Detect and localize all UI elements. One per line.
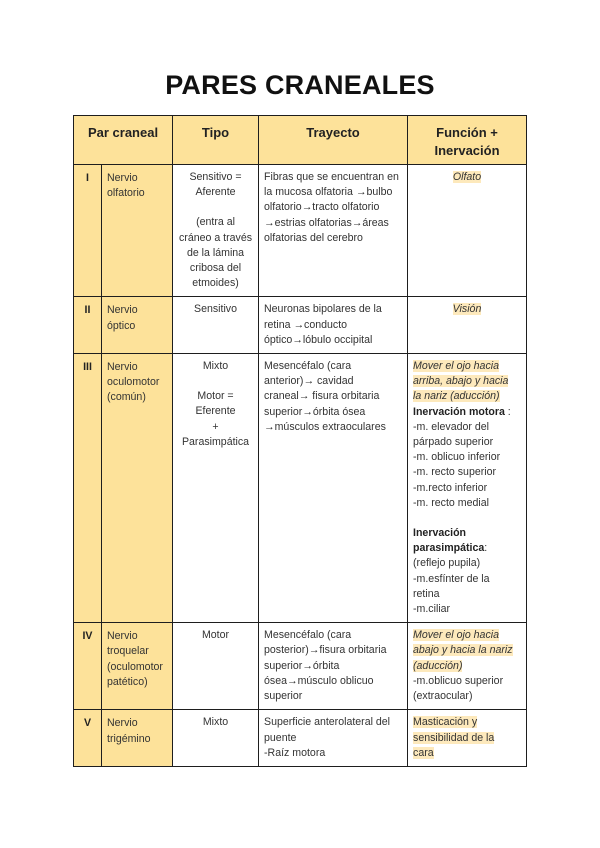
nerve-name: Nervio trigémino xyxy=(102,710,173,767)
nerve-type: Mixto xyxy=(173,710,259,767)
row-number: IV xyxy=(74,623,102,710)
table-row xyxy=(74,623,527,710)
header-par-craneal: Par craneal xyxy=(74,116,173,165)
cranial-nerves-table xyxy=(73,115,527,767)
nerve-type: Sensitivo xyxy=(173,297,259,354)
row-number: V xyxy=(74,710,102,767)
header-funcion: Función + Inervación xyxy=(408,116,527,165)
nerve-name: Nervio óptico xyxy=(102,297,173,354)
nerve-type: Mixto Motor = Eferente + Parasimpática xyxy=(173,354,259,623)
table-row xyxy=(74,710,527,767)
nerve-function: Mover el ojo hacia arriba, abajo y hacia la nariz (aducción) Inervación motora : -m. elevador del párpado superior -m. oblicuo inferior -m. recto superior -m.recto inferior -m. recto medial Inervación parasimpática: (reflejo pupila) -m.esfínter de la retina -m.ciliar xyxy=(408,354,527,623)
table-row xyxy=(74,354,527,623)
nerve-path: Superficie anterolateral del puente -Raíz motora xyxy=(259,710,408,767)
row-number: I xyxy=(74,165,102,297)
nerve-path: Mesencéfalo (cara anterior)→ cavidad craneal→ fisura orbitaria superior→órbita ósea →músculos extraoculares xyxy=(259,354,408,623)
nerve-name: Nervio oculomotor (común) xyxy=(102,354,173,623)
nerve-path: Mesencéfalo (cara posterior)→fisura orbitaria superior→órbita ósea→músculo oblicuo superior xyxy=(259,623,408,710)
nerve-function: Mover el ojo hacia abajo y hacia la nariz (aducción) -m.oblicuo superior (extraocular) xyxy=(408,623,527,710)
page-title: PARES CRANEALES xyxy=(165,70,435,100)
row-number: III xyxy=(74,354,102,623)
nerve-path: Neuronas bipolares de la retina →conducto óptico→lóbulo occipital xyxy=(259,297,408,354)
table-row xyxy=(74,165,527,297)
nerve-type: Sensitivo = Aferente (entra al cráneo a través de la lámina cribosa del etmoides) xyxy=(173,165,259,297)
nerve-function: Visión xyxy=(408,297,527,354)
table-row xyxy=(74,297,527,354)
nerve-type: Motor xyxy=(173,623,259,710)
nerve-name: Nervio olfatorio xyxy=(102,165,173,297)
nerve-path: Fibras que se encuentran en la mucosa olfatoria →bulbo olfatorio→tracto olfatorio →estrias olfatorias→áreas olfatorias del cerebro xyxy=(259,165,408,297)
nerve-function: Masticación y sensibilidad de la cara xyxy=(408,710,527,767)
nerve-function: Olfato xyxy=(408,165,527,297)
header-trayecto: Trayecto xyxy=(259,116,408,165)
header-row xyxy=(74,116,527,165)
nerve-name: Nervio troquelar (oculomotor patético) xyxy=(102,623,173,710)
header-tipo: Tipo xyxy=(173,116,259,165)
row-number: II xyxy=(74,297,102,354)
